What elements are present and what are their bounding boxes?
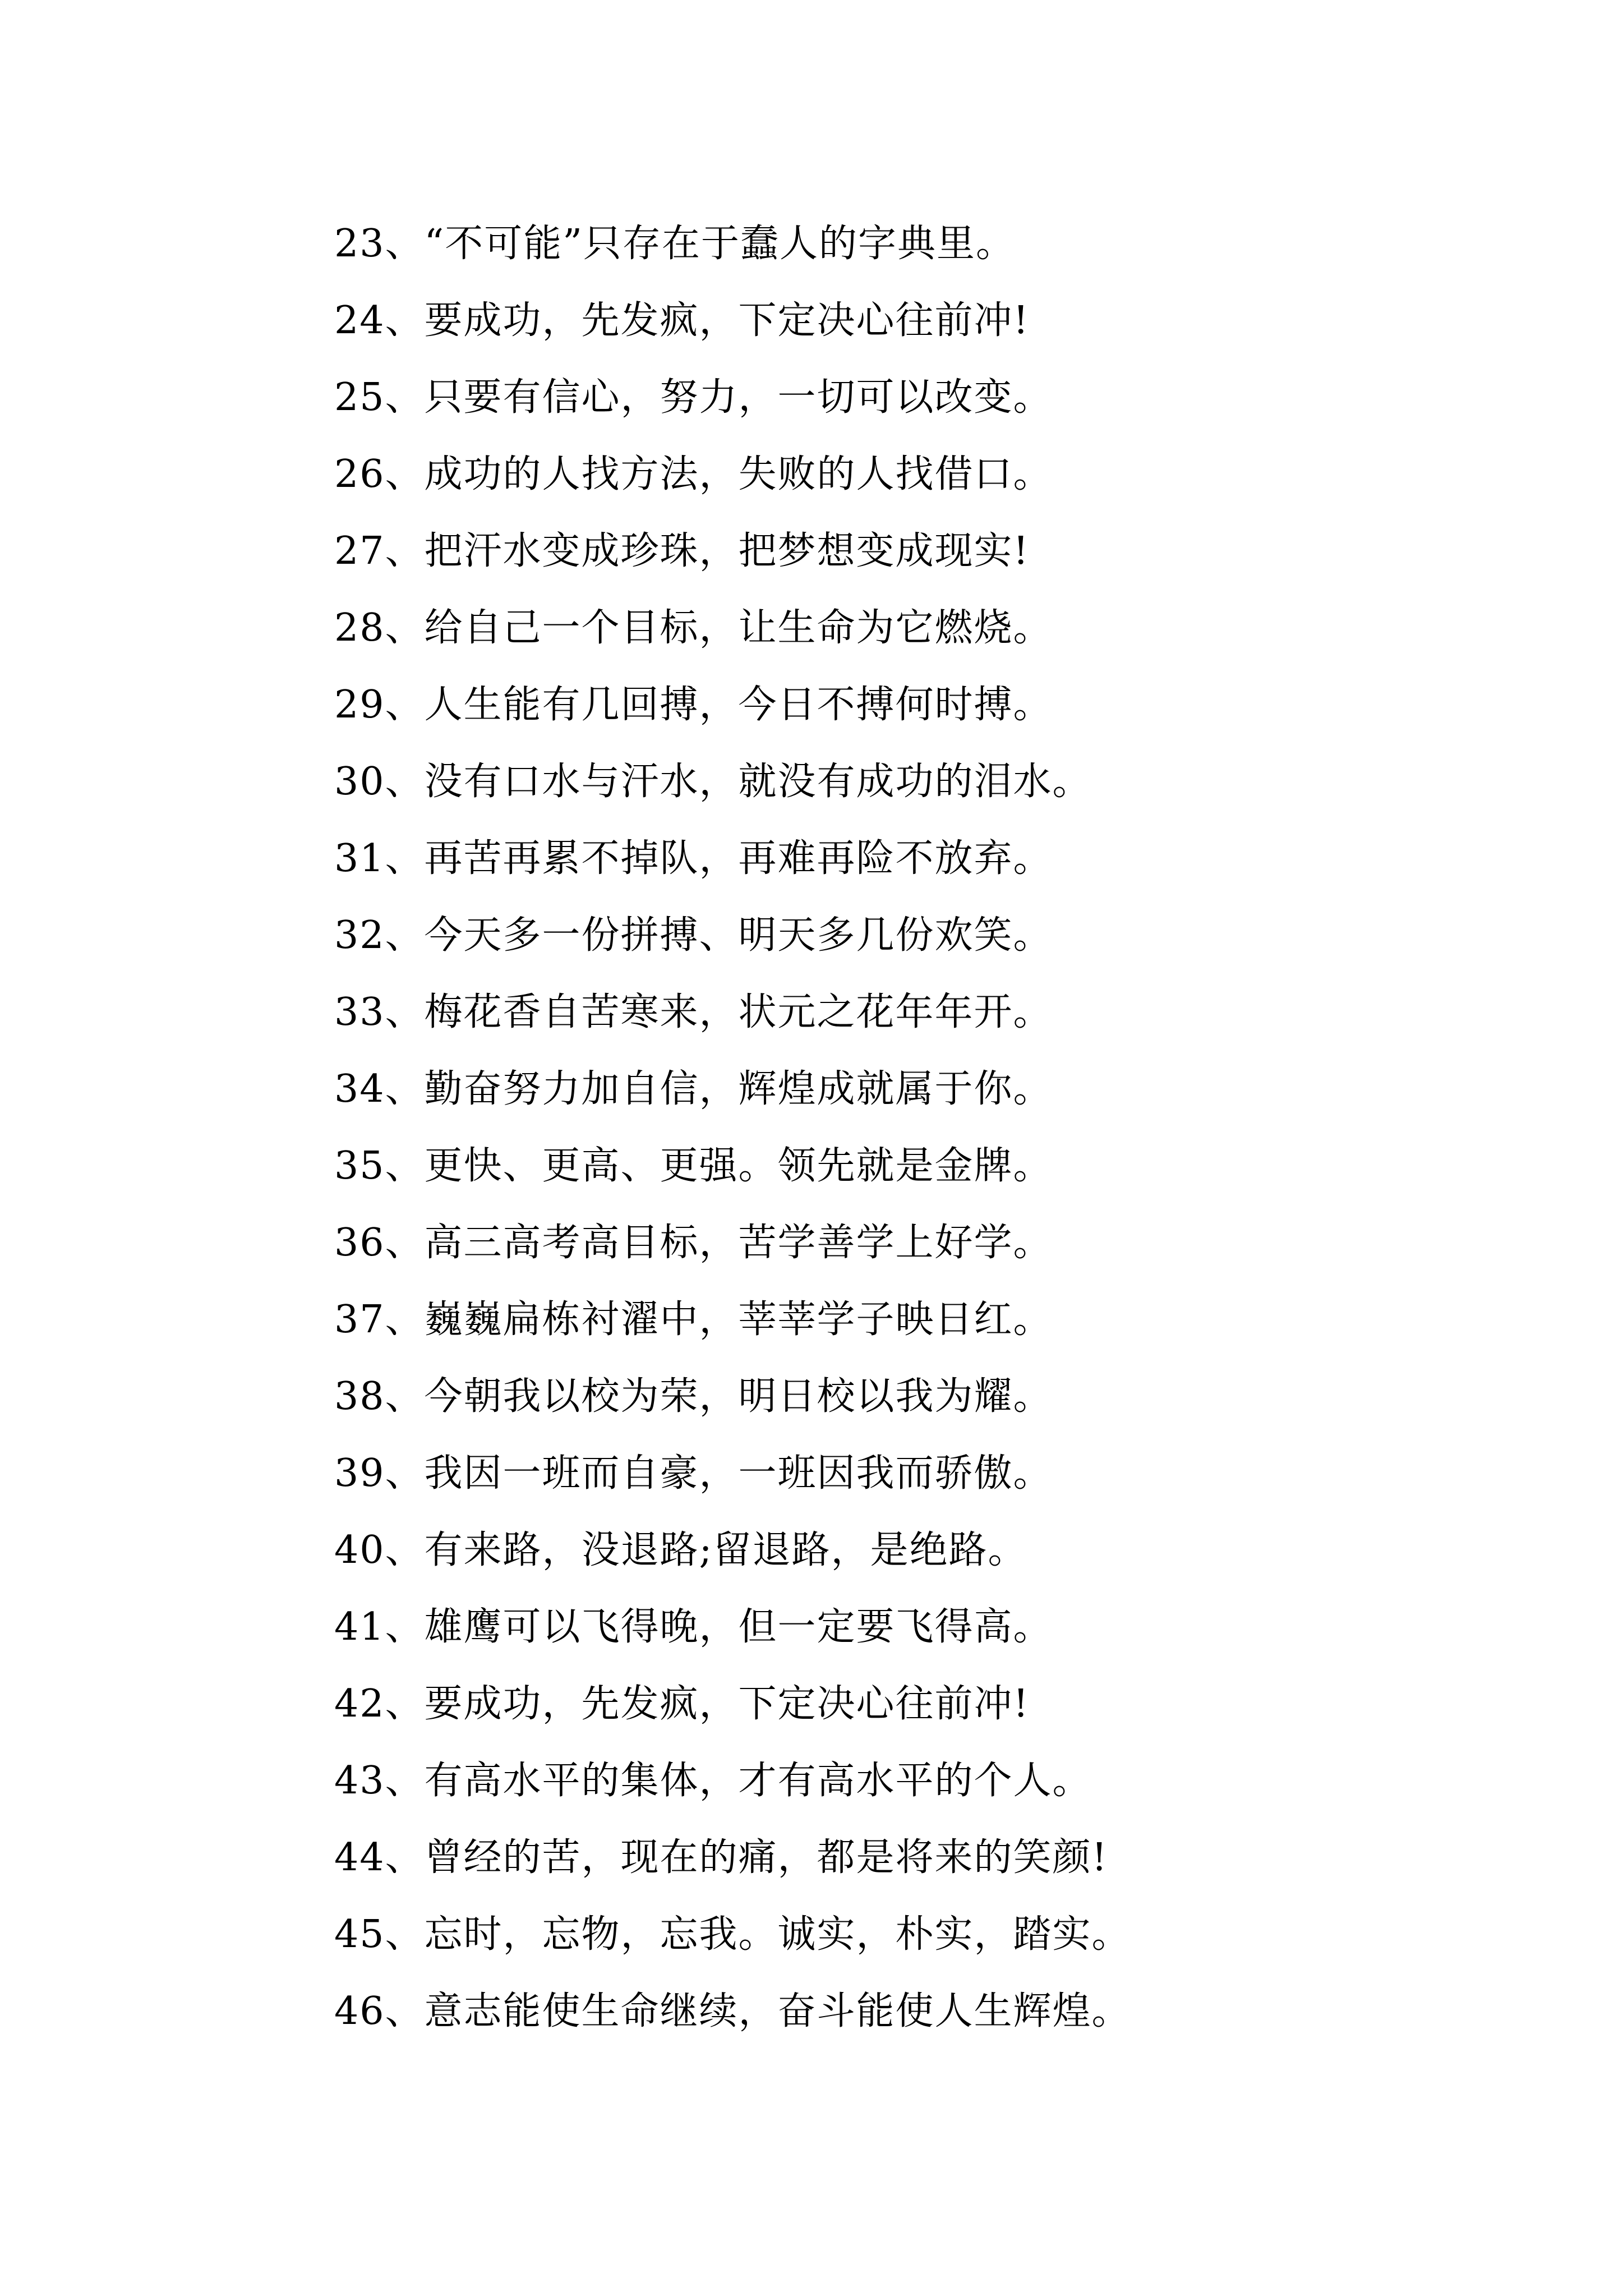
slogan-line-45: 45、忘时，忘物，忘我。诚实，朴实，踏实。 — [334, 1912, 1131, 1957]
slogan-line-25: 25、只要有信心，努力，一切可以改变。 — [334, 375, 1053, 420]
slogan-line-38: 38、今朝我以校为荣，明日校以我为耀。 — [334, 1374, 1053, 1419]
slogan-line-39: 39、我因一班而自豪，一班因我而骄傲。 — [334, 1451, 1053, 1496]
slogan-line-32: 32、今天多一份拼搏、明天多几份欢笑。 — [334, 913, 1053, 958]
slogan-line-44: 44、曾经的苦，现在的痛，都是将来的笑颜! — [334, 1835, 1108, 1880]
slogan-line-24: 24、要成功，先发疯，下定决心往前冲! — [334, 298, 1030, 343]
slogan-line-34: 34、勤奋努力加自信，辉煌成就属于你。 — [334, 1067, 1053, 1111]
slogan-line-28: 28、给自己一个目标，让生命为它燃烧。 — [334, 606, 1053, 650]
slogan-line-41: 41、雄鹰可以飞得晚，但一定要飞得高。 — [334, 1605, 1053, 1649]
slogan-line-27: 27、把汗水变成珍珠，把梦想变成现实! — [334, 529, 1030, 573]
slogan-line-42: 42、要成功，先发疯，下定决心往前冲! — [334, 1682, 1030, 1726]
slogan-line-23: 23、“不可能”只存在于蠢人的字典里。 — [334, 222, 1016, 266]
slogan-line-33: 33、梅花香自苦寒来，状元之花年年开。 — [334, 990, 1053, 1034]
slogan-line-29: 29、人生能有几回搏，今日不搏何时搏。 — [334, 683, 1053, 727]
slogan-line-37: 37、巍巍扁栋衬濯中，莘莘学子映日红。 — [334, 1297, 1053, 1342]
slogan-line-43: 43、有高水平的集体，才有高水平的个人。 — [334, 1759, 1092, 1803]
slogan-line-30: 30、没有口水与汗水，就没有成功的泪水。 — [334, 760, 1092, 804]
slogan-line-26: 26、成功的人找方法，失败的人找借口。 — [334, 452, 1053, 496]
slogan-list — [334, 215, 1568, 2059]
slogan-line-31: 31、再苦再累不掉队，再难再险不放弃。 — [334, 836, 1053, 881]
slogan-line-40: 40、有来路，没退路;留退路，是绝路。 — [334, 1528, 1027, 1572]
slogan-line-35: 35、更快、更高、更强。领先就是金牌。 — [334, 1144, 1053, 1188]
slogan-line-36: 36、高三高考高目标，苦学善学上好学。 — [334, 1221, 1053, 1265]
slogan-line-46: 46、意志能使生命继续，奋斗能使人生辉煌。 — [334, 1989, 1131, 2033]
